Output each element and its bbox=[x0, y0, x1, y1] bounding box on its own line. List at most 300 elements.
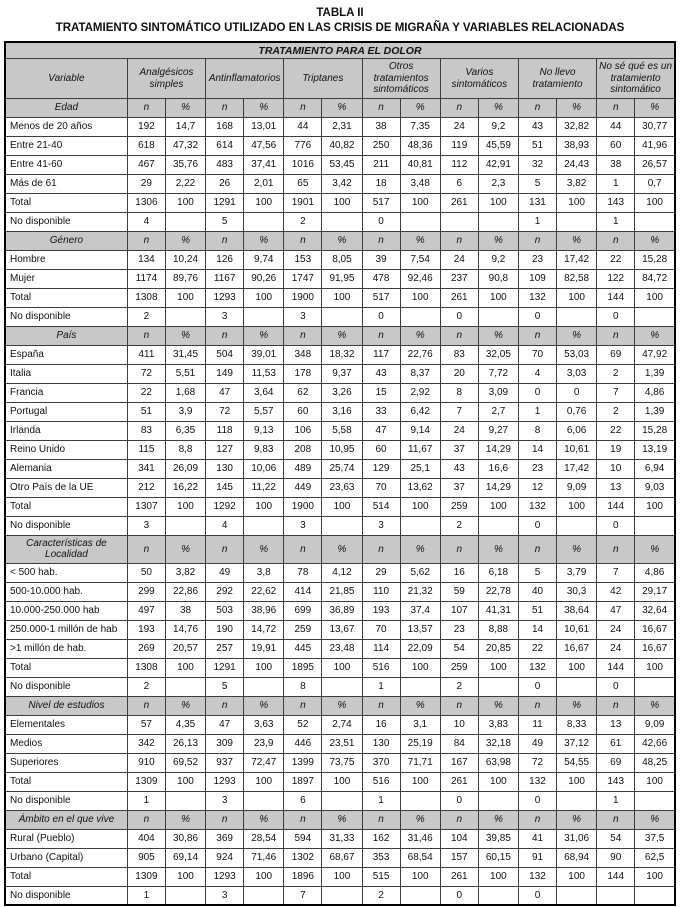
stat-header: n bbox=[440, 98, 478, 117]
stat-header: % bbox=[322, 535, 362, 563]
value-cell: 699 bbox=[284, 601, 322, 620]
stat-header: n bbox=[206, 810, 244, 829]
value-cell: 0 bbox=[362, 212, 400, 231]
value-cell: 7,35 bbox=[400, 117, 440, 136]
stat-header: % bbox=[400, 326, 440, 345]
value-cell: 54 bbox=[597, 829, 635, 848]
value-cell: 100 bbox=[322, 658, 362, 677]
value-cell: 614 bbox=[206, 136, 244, 155]
stat-header: n bbox=[206, 535, 244, 563]
value-cell: 4,86 bbox=[635, 563, 675, 582]
data-row bbox=[5, 772, 675, 791]
stat-header: % bbox=[635, 810, 675, 829]
value-cell: 69 bbox=[597, 345, 635, 364]
value-cell: 4,86 bbox=[635, 383, 675, 402]
stat-header: n bbox=[518, 98, 556, 117]
value-cell: 122 bbox=[597, 269, 635, 288]
section-name: Edad bbox=[5, 98, 127, 117]
value-cell: 517 bbox=[362, 193, 400, 212]
row-label: 250.000-1 millón de hab bbox=[5, 620, 127, 639]
value-cell: 20,85 bbox=[478, 639, 518, 658]
value-cell: 1174 bbox=[127, 269, 165, 288]
value-cell bbox=[478, 212, 518, 231]
stat-header: % bbox=[557, 810, 597, 829]
value-cell: 91,95 bbox=[322, 269, 362, 288]
value-cell: 6 bbox=[440, 174, 478, 193]
row-label: Francia bbox=[5, 383, 127, 402]
value-cell: 22 bbox=[597, 421, 635, 440]
stat-header: % bbox=[400, 231, 440, 250]
value-cell: 37 bbox=[440, 478, 478, 497]
value-cell: 60 bbox=[362, 440, 400, 459]
stat-header: n bbox=[284, 535, 322, 563]
value-cell: 4 bbox=[206, 516, 244, 535]
data-row bbox=[5, 193, 675, 212]
value-cell: 12 bbox=[518, 478, 556, 497]
value-cell: 40 bbox=[518, 582, 556, 601]
row-label: Reino Unido bbox=[5, 440, 127, 459]
value-cell: 10 bbox=[440, 715, 478, 734]
stat-header: n bbox=[284, 696, 322, 715]
value-cell: 1291 bbox=[206, 193, 244, 212]
value-cell: 0,7 bbox=[635, 174, 675, 193]
value-cell: 54 bbox=[440, 639, 478, 658]
value-cell bbox=[244, 212, 284, 231]
data-row bbox=[5, 516, 675, 535]
value-cell bbox=[244, 677, 284, 696]
value-cell: 3 bbox=[206, 307, 244, 326]
value-cell: 0 bbox=[518, 791, 556, 810]
row-label: Entre 41-60 bbox=[5, 155, 127, 174]
value-cell: 4,35 bbox=[165, 715, 205, 734]
value-cell: 18,32 bbox=[322, 345, 362, 364]
data-row bbox=[5, 677, 675, 696]
value-cell: 39 bbox=[362, 250, 400, 269]
section-header-row bbox=[5, 98, 675, 117]
value-cell: 1291 bbox=[206, 658, 244, 677]
value-cell bbox=[635, 791, 675, 810]
value-cell: 24 bbox=[440, 421, 478, 440]
value-cell: 1306 bbox=[127, 193, 165, 212]
value-cell: 100 bbox=[165, 193, 205, 212]
value-cell: 51 bbox=[127, 402, 165, 421]
treatment-column-header: No sé qué es un tratamiento sintomático bbox=[597, 59, 675, 99]
value-cell: 3,82 bbox=[165, 563, 205, 582]
value-cell: 144 bbox=[597, 658, 635, 677]
data-row bbox=[5, 345, 675, 364]
value-cell bbox=[400, 677, 440, 696]
value-cell bbox=[165, 677, 205, 696]
value-cell: 6,35 bbox=[165, 421, 205, 440]
treatment-column-header: Antinflamatorios bbox=[206, 59, 284, 99]
value-cell: 16 bbox=[362, 715, 400, 734]
row-label: Alemania bbox=[5, 459, 127, 478]
value-cell: 100 bbox=[322, 288, 362, 307]
value-cell: 45,59 bbox=[478, 136, 518, 155]
stat-header: % bbox=[557, 326, 597, 345]
value-cell: 70 bbox=[362, 620, 400, 639]
data-row bbox=[5, 212, 675, 231]
value-cell: 4 bbox=[518, 364, 556, 383]
stat-header: % bbox=[244, 231, 284, 250]
value-cell: 3,64 bbox=[244, 383, 284, 402]
value-cell: 100 bbox=[557, 658, 597, 677]
value-cell: 445 bbox=[284, 639, 322, 658]
value-cell: 40,81 bbox=[400, 155, 440, 174]
value-cell bbox=[322, 886, 362, 905]
value-cell: 132 bbox=[518, 658, 556, 677]
value-cell: 19 bbox=[597, 440, 635, 459]
row-label: Total bbox=[5, 193, 127, 212]
value-cell: 20 bbox=[440, 364, 478, 383]
value-cell bbox=[322, 307, 362, 326]
value-cell: 2 bbox=[440, 677, 478, 696]
data-row bbox=[5, 753, 675, 772]
value-cell: 1901 bbox=[284, 193, 322, 212]
value-cell: 51 bbox=[518, 136, 556, 155]
stat-header: % bbox=[165, 696, 205, 715]
data-row bbox=[5, 269, 675, 288]
row-label: 10.000-250.000 hab bbox=[5, 601, 127, 620]
value-cell: 0,76 bbox=[557, 402, 597, 421]
value-cell: 65 bbox=[284, 174, 322, 193]
value-cell: 7 bbox=[597, 383, 635, 402]
data-row bbox=[5, 402, 675, 421]
value-cell bbox=[478, 516, 518, 535]
value-cell bbox=[478, 886, 518, 905]
value-cell: 16,67 bbox=[635, 639, 675, 658]
stat-header: % bbox=[322, 231, 362, 250]
stat-header: % bbox=[244, 98, 284, 117]
value-cell: 208 bbox=[284, 440, 322, 459]
band-header: TRATAMIENTO PARA EL DOLOR bbox=[5, 42, 675, 59]
stat-header: n bbox=[597, 98, 635, 117]
value-cell bbox=[165, 307, 205, 326]
value-cell: 118 bbox=[206, 421, 244, 440]
value-cell: 134 bbox=[127, 250, 165, 269]
value-cell: 467 bbox=[127, 155, 165, 174]
value-cell: 3,63 bbox=[244, 715, 284, 734]
value-cell: 21,85 bbox=[322, 582, 362, 601]
value-cell bbox=[557, 307, 597, 326]
value-cell bbox=[400, 886, 440, 905]
value-cell: 13,19 bbox=[635, 440, 675, 459]
value-cell: 5 bbox=[518, 563, 556, 582]
value-cell: 2,22 bbox=[165, 174, 205, 193]
value-cell: 130 bbox=[206, 459, 244, 478]
value-cell: 3,09 bbox=[478, 383, 518, 402]
stat-header: n bbox=[597, 326, 635, 345]
value-cell: 130 bbox=[362, 734, 400, 753]
value-cell bbox=[400, 516, 440, 535]
value-cell: 193 bbox=[362, 601, 400, 620]
stat-header: % bbox=[322, 696, 362, 715]
value-cell: 14,72 bbox=[244, 620, 284, 639]
value-cell: 192 bbox=[127, 117, 165, 136]
value-cell: 1293 bbox=[206, 288, 244, 307]
value-cell: 446 bbox=[284, 734, 322, 753]
value-cell: 42,91 bbox=[478, 155, 518, 174]
section-header-row bbox=[5, 326, 675, 345]
value-cell: 32,82 bbox=[557, 117, 597, 136]
value-cell: 53,45 bbox=[322, 155, 362, 174]
value-cell: 60 bbox=[597, 136, 635, 155]
value-cell: 22,76 bbox=[400, 345, 440, 364]
value-cell: 26 bbox=[206, 174, 244, 193]
value-cell: 1307 bbox=[127, 497, 165, 516]
value-cell: 62,5 bbox=[635, 848, 675, 867]
value-cell: 32,05 bbox=[478, 345, 518, 364]
value-cell: 8 bbox=[284, 677, 322, 696]
value-cell: 9,14 bbox=[400, 421, 440, 440]
stat-header: n bbox=[127, 231, 165, 250]
value-cell: 68,94 bbox=[557, 848, 597, 867]
row-label: No disponible bbox=[5, 677, 127, 696]
value-cell: 1,39 bbox=[635, 402, 675, 421]
value-cell: 1 bbox=[518, 402, 556, 421]
value-cell: 16 bbox=[440, 563, 478, 582]
value-cell: 52 bbox=[284, 715, 322, 734]
value-cell: 299 bbox=[127, 582, 165, 601]
data-row bbox=[5, 383, 675, 402]
value-cell: 2,74 bbox=[322, 715, 362, 734]
stat-header: n bbox=[440, 810, 478, 829]
value-cell: 30,77 bbox=[635, 117, 675, 136]
value-cell: 2 bbox=[597, 364, 635, 383]
row-label: No disponible bbox=[5, 212, 127, 231]
value-cell: 50 bbox=[127, 563, 165, 582]
data-row bbox=[5, 563, 675, 582]
stat-header: % bbox=[165, 98, 205, 117]
value-cell: 7 bbox=[284, 886, 322, 905]
data-row bbox=[5, 658, 675, 677]
value-cell: 100 bbox=[165, 867, 205, 886]
value-cell: 1 bbox=[597, 791, 635, 810]
stat-header: % bbox=[635, 696, 675, 715]
value-cell: 3,16 bbox=[322, 402, 362, 421]
value-cell bbox=[400, 307, 440, 326]
value-cell: 8,88 bbox=[478, 620, 518, 639]
stat-header: % bbox=[244, 535, 284, 563]
value-cell: 14,29 bbox=[478, 478, 518, 497]
value-cell: 10 bbox=[597, 459, 635, 478]
value-cell: 9,09 bbox=[635, 715, 675, 734]
value-cell: 11 bbox=[518, 715, 556, 734]
value-cell: 11,53 bbox=[244, 364, 284, 383]
value-cell: 370 bbox=[362, 753, 400, 772]
row-label: Total bbox=[5, 867, 127, 886]
value-cell bbox=[635, 516, 675, 535]
value-cell: 43 bbox=[518, 117, 556, 136]
value-cell: 47 bbox=[362, 421, 400, 440]
value-cell: 5,51 bbox=[165, 364, 205, 383]
value-cell: 153 bbox=[284, 250, 322, 269]
value-cell: 100 bbox=[635, 288, 675, 307]
stat-header: % bbox=[165, 810, 205, 829]
row-label: No disponible bbox=[5, 886, 127, 905]
section-name: Nivel de estudios bbox=[5, 696, 127, 715]
value-cell: 54,55 bbox=[557, 753, 597, 772]
value-cell: 119 bbox=[440, 136, 478, 155]
value-cell: 0 bbox=[518, 886, 556, 905]
value-cell: 57 bbox=[127, 715, 165, 734]
stat-header: % bbox=[557, 535, 597, 563]
value-cell: 8,05 bbox=[322, 250, 362, 269]
value-cell: 14,29 bbox=[478, 440, 518, 459]
value-cell: 0 bbox=[440, 307, 478, 326]
value-cell: 28,54 bbox=[244, 829, 284, 848]
value-cell: 90 bbox=[597, 848, 635, 867]
table-number-title: TABLA II bbox=[316, 7, 364, 19]
value-cell: 22 bbox=[518, 639, 556, 658]
value-cell: 1,68 bbox=[165, 383, 205, 402]
value-cell: 100 bbox=[557, 867, 597, 886]
value-cell: 100 bbox=[244, 193, 284, 212]
value-cell: 5,62 bbox=[400, 563, 440, 582]
value-cell: 132 bbox=[518, 288, 556, 307]
row-label: Italia bbox=[5, 364, 127, 383]
value-cell: 1309 bbox=[127, 772, 165, 791]
value-cell: 49 bbox=[518, 734, 556, 753]
value-cell: 72 bbox=[127, 364, 165, 383]
stat-header: % bbox=[478, 810, 518, 829]
data-row bbox=[5, 250, 675, 269]
value-cell: 47,56 bbox=[244, 136, 284, 155]
stat-header: n bbox=[597, 810, 635, 829]
value-cell: 33 bbox=[362, 402, 400, 421]
value-cell bbox=[597, 886, 635, 905]
value-cell: 37,4 bbox=[400, 601, 440, 620]
value-cell: 261 bbox=[440, 288, 478, 307]
value-cell: 42,66 bbox=[635, 734, 675, 753]
value-cell: 100 bbox=[165, 288, 205, 307]
stat-header: % bbox=[478, 326, 518, 345]
value-cell: 32,64 bbox=[635, 601, 675, 620]
value-cell: 132 bbox=[518, 772, 556, 791]
data-row bbox=[5, 886, 675, 905]
value-cell: 14,7 bbox=[165, 117, 205, 136]
value-cell: 1 bbox=[127, 791, 165, 810]
value-cell: 497 bbox=[127, 601, 165, 620]
value-cell: 0 bbox=[362, 307, 400, 326]
value-cell: 3 bbox=[362, 516, 400, 535]
stat-header: % bbox=[478, 696, 518, 715]
stat-header: % bbox=[478, 231, 518, 250]
stat-header: % bbox=[165, 535, 205, 563]
value-cell: 126 bbox=[206, 250, 244, 269]
value-cell: 61 bbox=[597, 734, 635, 753]
value-cell: 0 bbox=[557, 383, 597, 402]
stat-header: n bbox=[597, 696, 635, 715]
value-cell: 2 bbox=[127, 307, 165, 326]
value-cell: 168 bbox=[206, 117, 244, 136]
value-cell: 38 bbox=[165, 601, 205, 620]
value-cell: 10,61 bbox=[557, 620, 597, 639]
value-cell: 2 bbox=[440, 516, 478, 535]
section-name: Ámbito en el que vive bbox=[5, 810, 127, 829]
value-cell: 100 bbox=[244, 497, 284, 516]
row-label: Total bbox=[5, 497, 127, 516]
value-cell: 71,46 bbox=[244, 848, 284, 867]
value-cell: 6,18 bbox=[478, 563, 518, 582]
value-cell: 1016 bbox=[284, 155, 322, 174]
value-cell: 1293 bbox=[206, 772, 244, 791]
section-name: Género bbox=[5, 231, 127, 250]
value-cell: 3,83 bbox=[478, 715, 518, 734]
stat-header: % bbox=[478, 535, 518, 563]
value-cell: 72 bbox=[518, 753, 556, 772]
value-cell: 0 bbox=[597, 677, 635, 696]
value-cell: 9,74 bbox=[244, 250, 284, 269]
row-label: Más de 61 bbox=[5, 174, 127, 193]
value-cell: 24 bbox=[597, 639, 635, 658]
value-cell: 100 bbox=[322, 772, 362, 791]
value-cell: 10,95 bbox=[322, 440, 362, 459]
row-label: Portugal bbox=[5, 402, 127, 421]
table-subtitle: TRATAMIENTO SINTOMÁTICO UTILIZADO EN LAS CRISIS DE MIGRAÑA Y VARIABLES RELACIONADAS bbox=[55, 21, 625, 34]
value-cell: 100 bbox=[400, 193, 440, 212]
data-row bbox=[5, 421, 675, 440]
value-cell: 38 bbox=[362, 117, 400, 136]
value-cell: 20,57 bbox=[165, 639, 205, 658]
value-cell bbox=[557, 212, 597, 231]
stat-header: n bbox=[127, 810, 165, 829]
value-cell: 7 bbox=[597, 563, 635, 582]
value-cell: 8 bbox=[518, 421, 556, 440]
value-cell: 212 bbox=[127, 478, 165, 497]
value-cell: 100 bbox=[478, 497, 518, 516]
value-cell: 1900 bbox=[284, 288, 322, 307]
value-cell: 404 bbox=[127, 829, 165, 848]
section-header-row bbox=[5, 535, 675, 563]
value-cell bbox=[635, 677, 675, 696]
value-cell: 9,27 bbox=[478, 421, 518, 440]
stat-header: % bbox=[400, 98, 440, 117]
data-row bbox=[5, 829, 675, 848]
value-cell: 5 bbox=[206, 677, 244, 696]
value-cell bbox=[478, 677, 518, 696]
value-cell: 15,28 bbox=[635, 250, 675, 269]
stat-header: n bbox=[127, 98, 165, 117]
value-cell: 68,54 bbox=[400, 848, 440, 867]
value-cell: 22,62 bbox=[244, 582, 284, 601]
value-cell: 29 bbox=[362, 563, 400, 582]
value-cell: 48,25 bbox=[635, 753, 675, 772]
stat-header: n bbox=[362, 535, 400, 563]
data-row bbox=[5, 497, 675, 516]
row-label: Urbano (Capital) bbox=[5, 848, 127, 867]
value-cell: 3,48 bbox=[400, 174, 440, 193]
data-row bbox=[5, 459, 675, 478]
value-cell: 2,31 bbox=[322, 117, 362, 136]
value-cell: 100 bbox=[478, 658, 518, 677]
value-cell: 104 bbox=[440, 829, 478, 848]
treatment-column-header: Otros tratamientos sintomáticos bbox=[362, 59, 440, 99]
stat-header: n bbox=[362, 98, 400, 117]
value-cell bbox=[244, 791, 284, 810]
value-cell: 515 bbox=[362, 867, 400, 886]
value-cell: 1302 bbox=[284, 848, 322, 867]
stat-header: n bbox=[284, 810, 322, 829]
value-cell: 40,82 bbox=[322, 136, 362, 155]
value-cell: 2 bbox=[362, 886, 400, 905]
stat-header: n bbox=[362, 326, 400, 345]
value-cell bbox=[165, 516, 205, 535]
stat-header: % bbox=[322, 326, 362, 345]
row-label: No disponible bbox=[5, 791, 127, 810]
value-cell: 16,6 bbox=[478, 459, 518, 478]
value-cell: 42 bbox=[597, 582, 635, 601]
